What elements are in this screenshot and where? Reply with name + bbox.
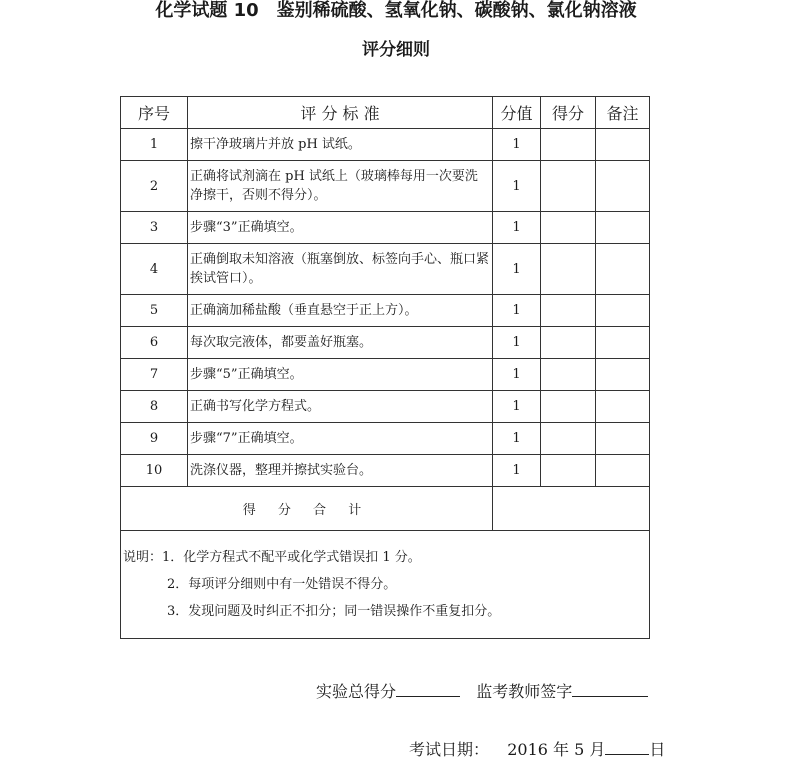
row-score-cell[interactable] (541, 212, 596, 244)
total-label: 得 分 合 计 (121, 487, 493, 531)
teacher-sign-label: 监考教师签字 (476, 682, 573, 701)
total-score-cell[interactable] (493, 487, 650, 531)
table-row (121, 391, 650, 423)
row-remarks-cell[interactable] (596, 391, 650, 423)
row-score-cell[interactable] (541, 129, 596, 161)
table-row (121, 455, 650, 487)
row-remarks-cell[interactable] (596, 327, 650, 359)
teacher-sign-blank[interactable] (572, 680, 648, 697)
exam-date-day-blank[interactable] (605, 738, 649, 755)
row-remarks-cell[interactable] (596, 455, 650, 487)
row-number: 2 (121, 161, 188, 212)
notes-cell (121, 531, 650, 639)
row-points: 1 (493, 423, 541, 455)
col-header-number: 序号 (121, 97, 188, 129)
row-criterion: 步骤“5”正确填空。 (188, 359, 493, 391)
col-header-remarks: 备注 (596, 97, 650, 129)
table-row (121, 423, 650, 455)
row-number: 3 (121, 212, 188, 244)
table-row (121, 295, 650, 327)
signature-line (316, 680, 648, 702)
row-number: 5 (121, 295, 188, 327)
row-score-cell[interactable] (541, 295, 596, 327)
row-score-cell[interactable] (541, 359, 596, 391)
row-points: 1 (493, 359, 541, 391)
note-line: 2．每项评分细则中有一处错误不得分。 (167, 577, 397, 592)
document-title: 化学试题 10 鉴别稀硫酸、氢氧化钠、碳酸钠、氯化钠溶液 (155, 0, 637, 21)
row-score-cell[interactable] (541, 327, 596, 359)
row-criterion: 步骤“3”正确填空。 (188, 212, 493, 244)
total-score-label: 实验总得分 (316, 682, 397, 701)
row-criterion: 步骤“7”正确填空。 (188, 423, 493, 455)
row-points: 1 (493, 295, 541, 327)
document-subtitle: 评分细则 (362, 40, 430, 60)
row-points: 1 (493, 129, 541, 161)
table-row (121, 359, 650, 391)
row-remarks-cell[interactable] (596, 129, 650, 161)
table-row (121, 327, 650, 359)
exam-date-label: 考试日期： (409, 740, 490, 759)
row-number: 8 (121, 391, 188, 423)
row-number: 1 (121, 129, 188, 161)
row-remarks-cell[interactable] (596, 212, 650, 244)
table-row (121, 244, 650, 295)
table-row (121, 129, 650, 161)
row-remarks-cell[interactable] (596, 295, 650, 327)
row-criterion: 正确滴加稀盐酸（垂直悬空于正上方）。 (188, 295, 493, 327)
note-line: 3．发现问题及时纠正不扣分；同一错误操作不重复扣分。 (167, 604, 501, 619)
row-criterion: 正确书写化学方程式。 (188, 391, 493, 423)
table-row (121, 161, 650, 212)
col-header-score: 得分 (541, 97, 596, 129)
exam-date-year-month: 2016 年 5 月 (507, 740, 606, 759)
col-header-points: 分值 (493, 97, 541, 129)
row-remarks-cell[interactable] (596, 423, 650, 455)
row-points: 1 (493, 161, 541, 212)
total-row (121, 487, 650, 531)
note-line: 说明：1．化学方程式不配平或化学式错误扣 1 分。 (123, 550, 421, 565)
row-remarks-cell[interactable] (596, 244, 650, 295)
total-score-blank[interactable] (396, 680, 460, 697)
row-number: 9 (121, 423, 188, 455)
row-points: 1 (493, 212, 541, 244)
table-header-row (121, 97, 650, 129)
row-number: 7 (121, 359, 188, 391)
row-number: 6 (121, 327, 188, 359)
row-criterion: 擦干净玻璃片并放 pH 试纸。 (188, 129, 493, 161)
table-row (121, 212, 650, 244)
row-criterion: 正确将试剂滴在 pH 试纸上（玻璃棒每用一次要洗净擦干，否则不得分）。 (188, 161, 493, 212)
row-score-cell[interactable] (541, 161, 596, 212)
scoring-table (120, 96, 650, 639)
row-criterion: 每次取完液体，都要盖好瓶塞。 (188, 327, 493, 359)
row-number: 10 (121, 455, 188, 487)
row-score-cell[interactable] (541, 244, 596, 295)
exam-date-line (409, 738, 665, 760)
row-number: 4 (121, 244, 188, 295)
row-points: 1 (493, 391, 541, 423)
row-score-cell[interactable] (541, 391, 596, 423)
row-points: 1 (493, 327, 541, 359)
row-score-cell[interactable] (541, 455, 596, 487)
row-points: 1 (493, 455, 541, 487)
notes-row (121, 531, 650, 639)
row-remarks-cell[interactable] (596, 359, 650, 391)
row-points: 1 (493, 244, 541, 295)
row-criterion: 洗涤仪器，整理并擦拭实验台。 (188, 455, 493, 487)
col-header-criterion: 评 分 标 准 (188, 97, 493, 129)
row-score-cell[interactable] (541, 423, 596, 455)
exam-date-day-suffix: 日 (649, 740, 666, 759)
row-criterion: 正确倒取未知溶液（瓶塞倒放、标签向手心、瓶口紧挨试管口）。 (188, 244, 493, 295)
row-remarks-cell[interactable] (596, 161, 650, 212)
